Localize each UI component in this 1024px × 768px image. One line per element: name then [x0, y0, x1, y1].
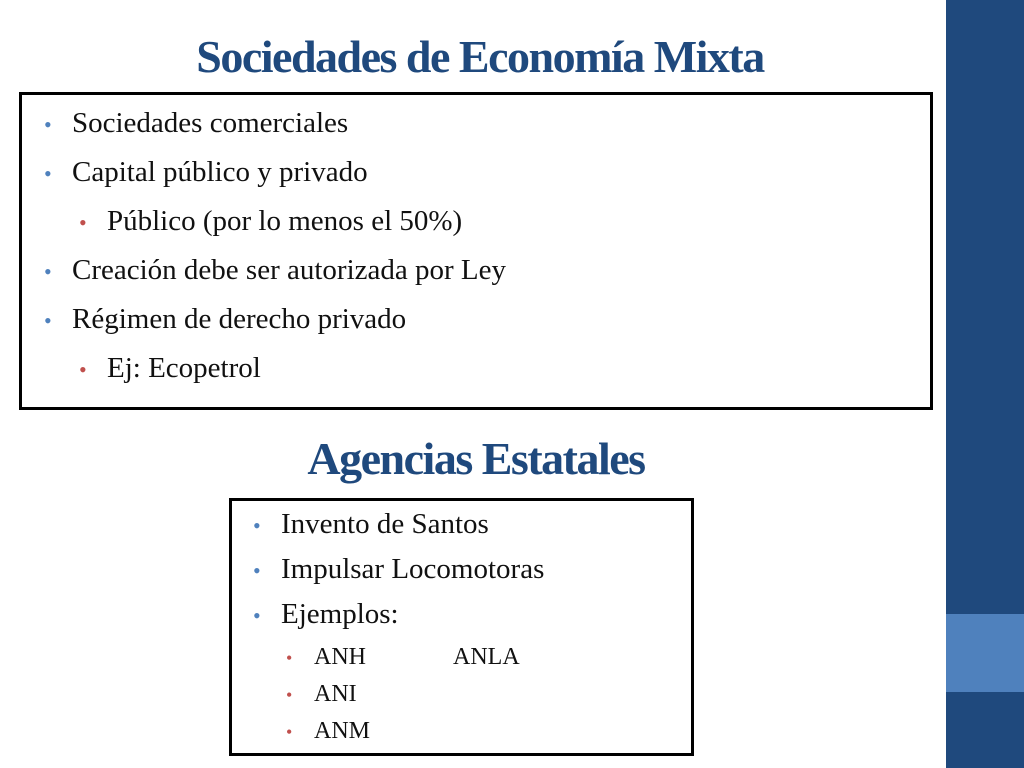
bullet-icon: • — [253, 513, 261, 538]
list-item-text-secondary: ANLA — [453, 644, 520, 670]
bullet-icon: • — [253, 558, 261, 583]
list-item — [44, 109, 348, 138]
list-item-text: Impulsar Locomotoras — [281, 553, 545, 585]
list-item-text: Ejemplos: — [281, 598, 399, 630]
list-item — [44, 158, 368, 187]
list-item — [253, 510, 489, 539]
list-item-text: ANI — [314, 681, 357, 707]
list-item-text: Invento de Santos — [281, 508, 489, 540]
side-decoration-accent — [946, 614, 1024, 692]
list-item-text: Capital público y privado — [72, 156, 368, 188]
bullet-icon: • — [79, 357, 87, 382]
content-box-sociedades — [19, 92, 933, 410]
list-item-text: Régimen de derecho privado — [72, 303, 407, 335]
bullet-icon: • — [44, 112, 52, 137]
list-item — [286, 644, 520, 670]
list-item — [286, 719, 370, 743]
content-box-agencias — [229, 498, 694, 756]
bullet-icon: • — [253, 603, 261, 628]
list-item-text: Ej: Ecopetrol — [107, 352, 261, 384]
bullet-icon: • — [79, 210, 87, 235]
bullet-icon: • — [286, 722, 293, 742]
list-item — [79, 354, 261, 383]
bullet-icon: • — [44, 161, 52, 186]
bullet-icon: • — [44, 259, 52, 284]
list-item-text: Creación debe ser autorizada por Ley — [72, 254, 506, 286]
list-item — [79, 207, 462, 236]
list-item — [253, 555, 544, 584]
list-item — [44, 256, 506, 285]
section-title-agencias: Agencias Estatales — [307, 433, 645, 484]
bullet-icon: • — [286, 685, 293, 705]
list-item — [286, 682, 357, 706]
bullet-icon: • — [44, 308, 52, 333]
bullet-icon: • — [286, 648, 293, 668]
list-item — [253, 600, 399, 629]
list-item-text: Sociedades comerciales — [72, 107, 349, 139]
list-item-text: ANM — [314, 718, 371, 744]
list-item-text: ANH — [314, 644, 366, 670]
list-item-text: Público (por lo menos el 50%) — [107, 205, 463, 237]
list-item — [44, 305, 406, 334]
section-title-sociedades: Sociedades de Economía Mixta — [196, 31, 764, 82]
